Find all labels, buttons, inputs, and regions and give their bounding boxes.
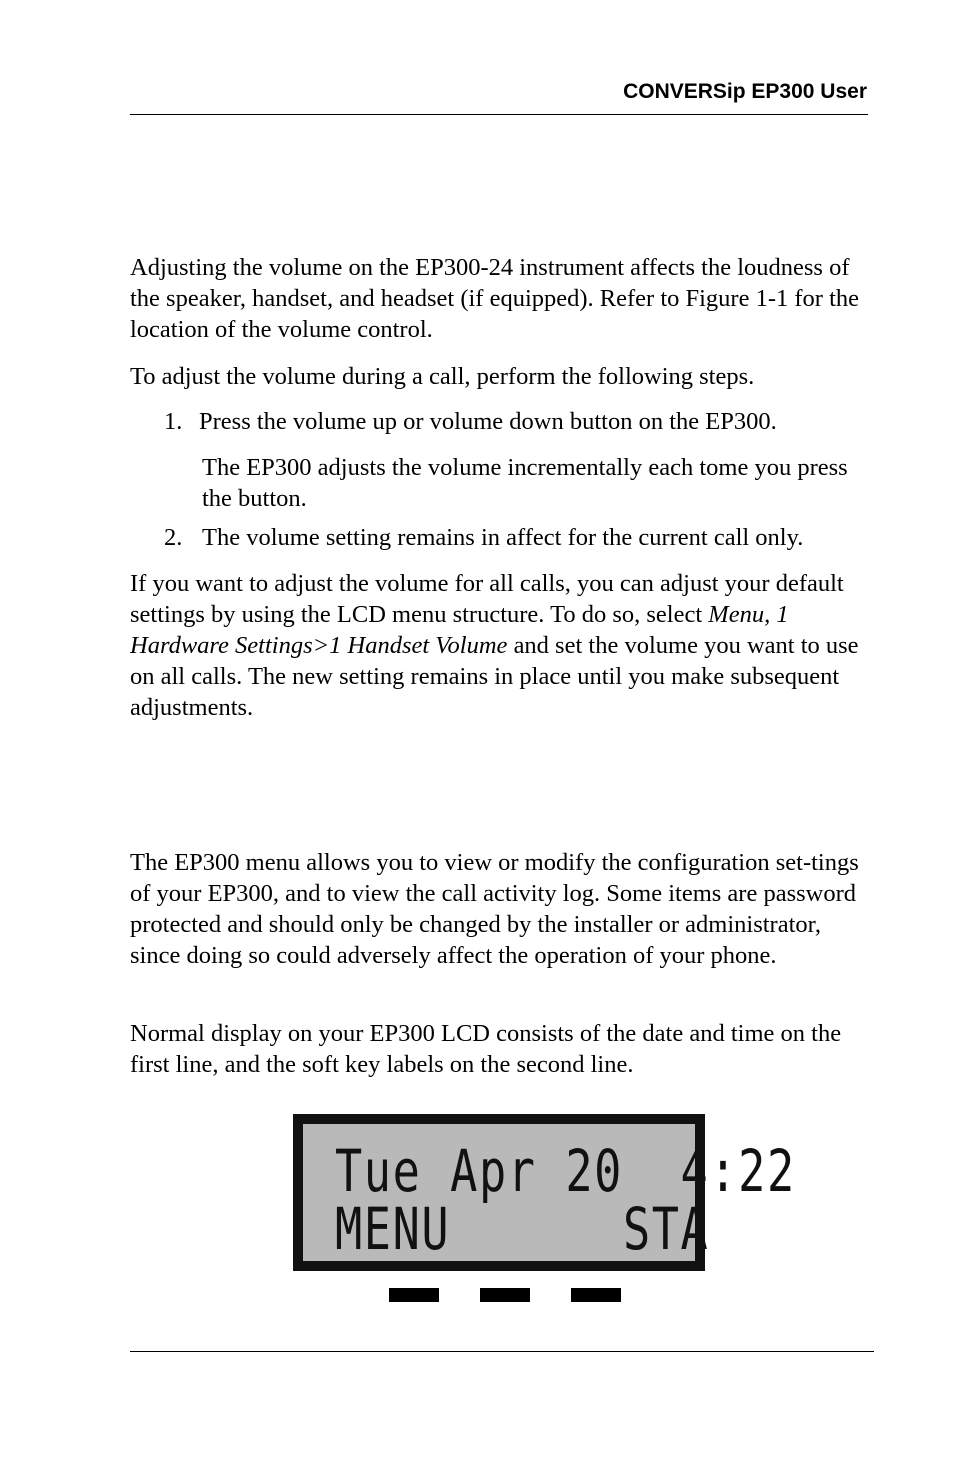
step-number: 1. <box>164 408 183 435</box>
lcd-description-paragraph: Normal display on your EP300 LCD consists of the date and time on the first line, and the soft key labels on the second line. <box>130 1020 842 1078</box>
header-rule <box>130 114 868 115</box>
volume-steps-intro: To adjust the volume during a call, perform the following steps. <box>130 363 755 390</box>
volume-intro-paragraph: Adjusting the volume on the EP300-24 instrument affects the loudness of the speaker, handset, and headset (if equipped). Refer to Figure 1-1 for the location of the volume control. <box>130 254 859 343</box>
menu-path: Menu, 1 Hardware Settings>1 Handset Volume <box>130 601 789 659</box>
step-text: The volume setting remains in affect for the current call only. <box>202 524 804 551</box>
lcd-line-softkeys: MENU STA <box>335 1195 710 1263</box>
default-volume-text-end: and set the volume you want to use on all calls. The new setting remains in place until you make subsequent adjustments. <box>130 632 859 721</box>
lcd-screen <box>303 1124 796 1263</box>
footer-rule <box>130 1351 874 1352</box>
running-header-title: CONVERSip EP300 User <box>623 80 867 103</box>
softkey-1 <box>389 1288 439 1302</box>
step-number: 2. <box>164 524 183 551</box>
softkey-3 <box>571 1288 621 1302</box>
default-volume-text-start: If you want to adjust the volume for all calls, you can adjust your default settings by using the LCD menu structure. To do so, select <box>130 570 844 628</box>
lcd-display-illustration <box>293 1114 796 1271</box>
menu-intro-paragraph: The EP300 menu allows you to view or modify the configuration set-tings of your EP300, and to view the call activity log. Some items are password protected and should only be changed by the installer or administrator, since doing so could adversely affect the operation of your phone. <box>130 849 859 969</box>
lcd-line-date-time: Tue Apr 20 4:22 <box>335 1137 796 1205</box>
softkey-2 <box>480 1288 530 1302</box>
default-volume-paragraph <box>130 568 870 723</box>
step-text: Press the volume up or volume down button on the EP300. <box>199 408 777 435</box>
step-note: The EP300 adjusts the volume incrementally each tome you press the button. <box>202 454 848 512</box>
